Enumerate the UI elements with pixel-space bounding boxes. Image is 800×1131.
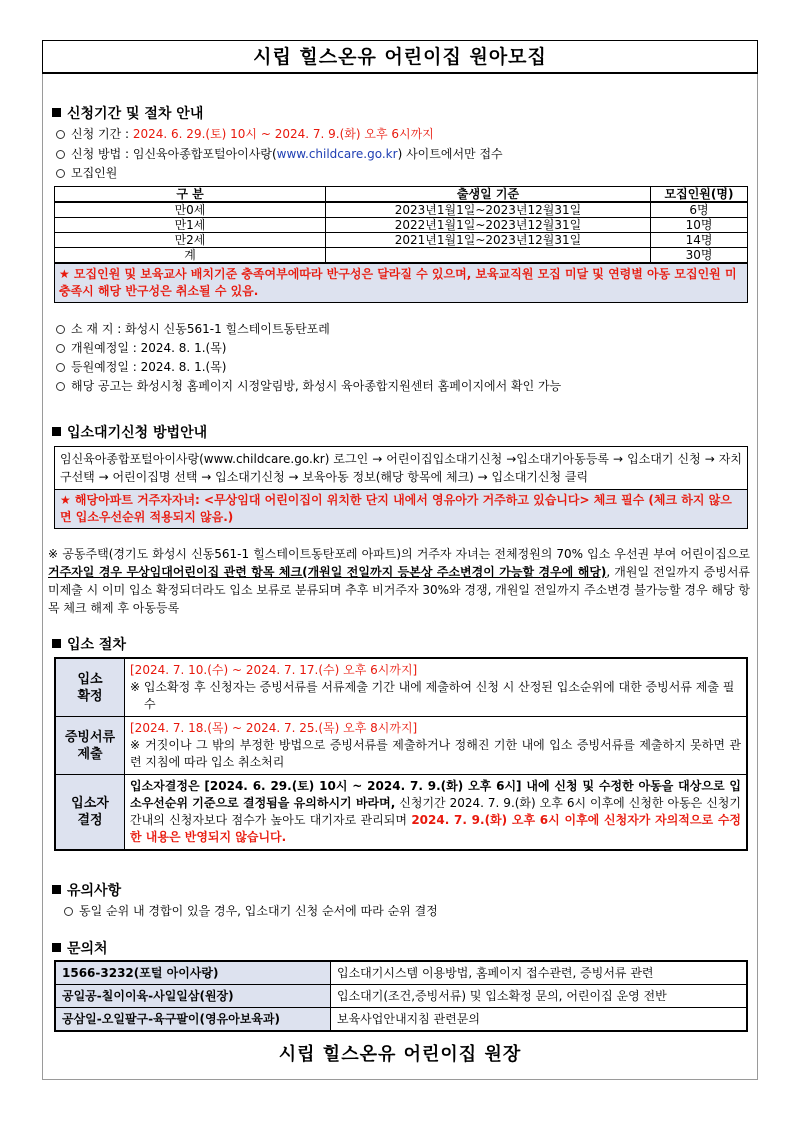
circle-bullet-icon [56, 344, 65, 353]
contact-number: 1566-3232(포털 아이사랑) [55, 961, 331, 985]
table-header: 구 분 [55, 187, 326, 203]
procedure-label: 입소자 결정 [55, 775, 125, 851]
waitlist-steps-box [54, 446, 748, 529]
table-row: 공일공-칠이이육-사일일삼(원장) 입소대기(조건,증빙서류) 및 입소확정 문의, 어린이집 운영 전반 [55, 985, 747, 1008]
enroll-date-line: 등원예정일 : 2024. 8. 1.(목) [56, 358, 226, 375]
section-heading-contact: 문의처 [52, 938, 108, 958]
notice-line: 해당 공고는 화성시청 홈페이지 시정알림방, 화성시 육아종합지원센터 홈페이지에서 확인 가능 [56, 377, 561, 394]
section-heading-waitlist: 입소대기신청 방법안내 [52, 422, 207, 442]
childcare-link[interactable]: www.childcare.go.kr [276, 147, 398, 161]
procedure-label: 입소 확정 [55, 658, 125, 717]
contact-table [54, 960, 748, 1032]
square-bullet-icon [52, 943, 61, 952]
period-value: 2024. 6. 29.(토) 10시 ~ 2024. 7. 9.(화) 오후 6시까지 [132, 127, 434, 141]
priority-note: ※ 공동주택(경기도 화성시 신동561-1 힐스테이트동탄포레 아파트)의 거주자 자녀는 전체정원의 70% 입소 우선권 부여 어린이집으로 거주자일 경우 무상임대어린이집 관련 항목 체크(개원일 전일까지 등본상 주소변경이 가능할 경우에 해당), 개원일 전일까지 증빙서류 미제출 시 이미 입소 확정되더라도 입소 보류로 분류되며 추후 비거주자 30%와 경쟁, 개원일 전일까지 주소변경 불가능할 경우 해당 항목 체크 해제 후 아동등록 [48, 547, 750, 615]
open-date-line: 개원예정일 : 2024. 8. 1.(목) [56, 339, 226, 356]
table-row: 만2세 2021년1월1일~2023년12월31일 14명 [55, 233, 748, 248]
table-row: 1566-3232(포털 아이사랑) 입소대기시스템 이용방법, 홈페이지 접수관련, 증빙서류 관련 [55, 961, 747, 985]
table-row: 증빙서류 제출 [2024. 7. 18.(목) ~ 2024. 7. 25.(목) 오후 8시까지] ※ 거짓이나 그 밖의 부정한 방법으로 증빙서류를 제출하거나 정해진 기한 내에 입소 증빙서류를 제출하지 못하면 관련 지침에 따라 입소 취소처리 [55, 717, 747, 775]
table-row: 공삼일-오일팔구-육구팔이(영유아보육과) 보육사업안내지침 관련문의 [55, 1008, 747, 1032]
circle-bullet-icon [56, 382, 65, 391]
section-heading-application: 신청기간 및 절차 안내 [52, 103, 203, 123]
table-row-total: 계 30명 [55, 248, 748, 264]
contact-number: 공삼일-오일팔구-육구팔이(영유아보육과) [55, 1008, 331, 1032]
circle-bullet-icon [56, 150, 65, 159]
square-bullet-icon [52, 427, 61, 436]
circle-bullet-icon [56, 169, 65, 178]
procedure-date: [2024. 7. 18.(목) ~ 2024. 7. 25.(목) 오후 8시까지] [130, 721, 418, 735]
application-period: 신청 기간 : 2024. 6. 29.(토) 10시 ~ 2024. 7. 9.(화) 오후 6시까지 [56, 125, 434, 142]
caution-item: 동일 순위 내 경합이 있을 경우, 입소대기 신청 순서에 따라 순위 결정 [64, 902, 438, 919]
circle-bullet-icon [56, 363, 65, 372]
square-bullet-icon [52, 108, 61, 117]
circle-bullet-icon [56, 130, 65, 139]
recruit-label: 모집인원 [56, 164, 117, 181]
procedure-date: [2024. 7. 10.(수) ~ 2024. 7. 17.(수) 오후 6시까지] [130, 663, 418, 677]
procedure-table [54, 657, 748, 851]
table-row: 만0세 2023년1월1일~2023년12월31일 6명 [55, 202, 748, 218]
table-note: ★ 모집인원 및 보육교사 배치기준 충족여부에따라 반구성은 달라질 수 있으며, 보육교직원 모집 미달 및 연령별 아동 모집인원 미충족시 해당 반구성은 취소될 수 있음. [55, 263, 748, 303]
location-line: 소 재 지 : 화성시 신동561-1 힐스테이트동탄포레 [56, 320, 330, 337]
section-heading-caution: 유의사항 [52, 880, 121, 900]
circle-bullet-icon [64, 907, 73, 916]
square-bullet-icon [52, 885, 61, 894]
application-method: 신청 방법 : 임신육아종합포털아이사랑(www.childcare.go.kr) 사이트에서만 접수 [56, 145, 503, 162]
signature-footer: 시립 힐스온유 어린이집 원장 [278, 1044, 522, 1065]
section-heading-procedure: 입소 절차 [52, 634, 126, 654]
table-header: 출생일 기준 [326, 187, 651, 203]
circle-bullet-icon [56, 325, 65, 334]
table-row: 만1세 2022년1월1일~2023년12월31일 10명 [55, 218, 748, 233]
priority-emphasis: 거주자일 경우 무상임대어린이집 관련 항목 체크(개원일 전일까지 등본상 주소변경이 가능할 경우에 해당) [48, 565, 607, 579]
table-header: 모집인원(명) [651, 187, 748, 203]
page-title: 시립 힐스온유 어린이집 원아모집 [42, 40, 758, 74]
procedure-warning: 2024. 7. 9.(화) 오후 6시 이후에 신청자가 자의적으로 수정한 내용은 반영되지 않습니다. [130, 813, 742, 844]
recruitment-table [54, 186, 748, 303]
waitlist-highlight: ★ 해당아파트 거주자자녀: <무상임대 어린이집이 위치한 단지 내에서 영유아가 거주하고 있습니다> 체크 필수 (체크 하지 않으면 입소우선순위 적용되지 않음.) [55, 489, 747, 528]
procedure-label: 증빙서류 제출 [55, 717, 125, 775]
waitlist-steps: 임신육아종합포털아이사랑(www.childcare.go.kr) 로그인 → 어린이집입소대기신청 →입소대기아동등록 → 입소대기 신청 → 자치구선택 → 어린이집명 선택 → 입소대기신청 → 보육아동 정보(해당 항목에 체크) → 입소대기신청 클릭 [60, 452, 742, 484]
table-row: 입소 확정 [2024. 7. 10.(수) ~ 2024. 7. 17.(수) 오후 6시까지] ※ 입소확정 후 신청자는 증빙서류를 서류제출 기간 내에 제출하여 신청 시 산정된 입소순위에 대한 증빙서류 제출 필수 [55, 658, 747, 717]
contact-number: 공일공-칠이이육-사일일삼(원장) [55, 985, 331, 1008]
table-row: 입소자 결정 입소자결정은 [2024. 6. 29.(토) 10시 ~ 2024. 7. 9.(화) 오후 6시] 내에 신청 및 수정한 아동을 대상으로 입소우선순위 기준으로 결정됨을 유의하시기 바라며, 신청기간 2024. 7. 9.(화) 오후 6시 이후에 신청한 아동은 신청기간내의 신청자보다 점수가 높아도 대기자로 관리되며 2024. 7. 9.(화) 오후 6시 이후에 신청자가 자의적으로 수정한 내용은 반영되지 않습니다. [55, 775, 747, 851]
square-bullet-icon [52, 639, 61, 648]
